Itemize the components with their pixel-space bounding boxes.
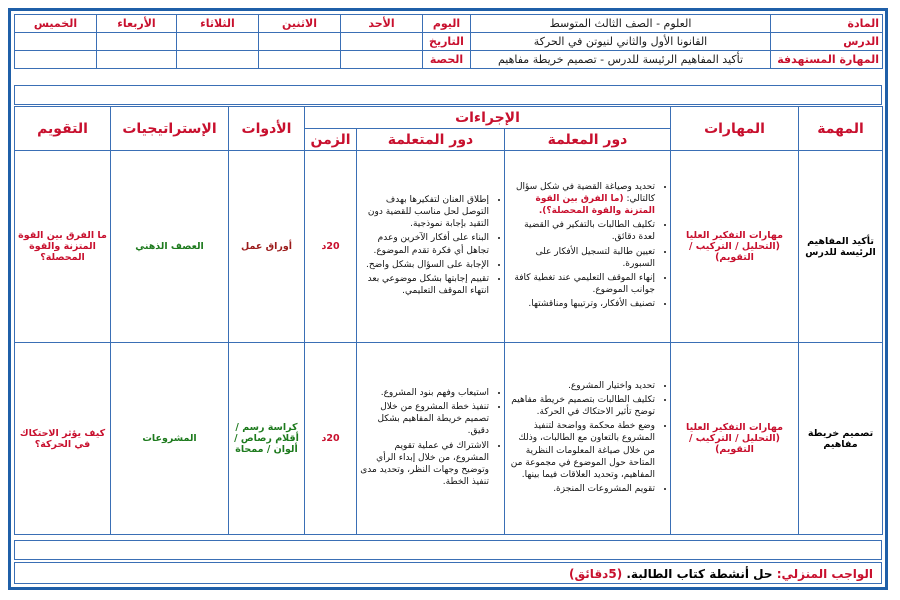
day-tuesday: الثلاثاء <box>177 15 259 33</box>
day-sunday: الأحد <box>341 15 423 33</box>
spacer-row <box>14 85 882 105</box>
col-teacher-role-header: دور المعلمة <box>505 129 671 151</box>
lesson-label: الدرس <box>771 33 883 51</box>
day-thursday: الخميس <box>15 15 97 33</box>
list-item: • استيعاب وفهم بنود المشروع. <box>360 387 489 399</box>
period-label: الحصة <box>423 51 471 69</box>
period-cell <box>177 51 259 69</box>
tools-cell: أوراق عمل <box>229 151 305 343</box>
task-cell: تأكيد المفاهيم الرئيسة للدرس <box>799 151 883 343</box>
lesson-plan-table <box>14 106 883 535</box>
date-cell <box>259 33 341 51</box>
evaluation-cell: ما الفرق بين القوة المتزنة والقوة المحصلة؟ <box>15 151 111 343</box>
spacer-row <box>14 540 882 560</box>
list-item: • تكليف الطالبات بتصميم خريطة مفاهيم توضح تأثير الاحتكاك في الحركة. <box>508 394 655 418</box>
teacher-role-cell <box>505 343 671 535</box>
skills-cell: مهارات التفكير العليا (التحليل / التركيب / التقويم) <box>671 151 799 343</box>
list-item: • تنفيذ خطة المشروع من خلال تصميم خريطة المفاهيم بشكل دقيق. <box>360 401 489 437</box>
skill-label: المهارة المستهدفة <box>771 51 883 69</box>
time-cell: 20د <box>305 151 357 343</box>
homework-duration: (5دقائق) <box>569 567 623 581</box>
date-label: التاريخ <box>423 33 471 51</box>
list-item: • تقويم المشروعات المنجزة. <box>508 483 655 495</box>
strategy-cell: المشروعات <box>111 343 229 535</box>
period-cell <box>97 51 177 69</box>
list-item: • البناء على أفكار الآخرين وعدم تجاهل أي فكرة تقدم الموضوع. <box>360 232 489 256</box>
lesson-value: القانونا الأول والثاني لنيوتن في الحركة <box>471 33 771 51</box>
teacher-role-cell <box>505 151 671 343</box>
skills-cell: مهارات التفكير العليا (التحليل / التركيب / التقويم) <box>671 343 799 535</box>
date-cell <box>97 33 177 51</box>
list-item: • تحديد واختيار المشروع. <box>508 380 655 392</box>
list-item: • إطلاق العنان لتفكيرها بهدف التوصل لحل مناسب للقضية دون التقيد بإجابة نموذجية. <box>360 194 489 230</box>
day-wednesday: الأربعاء <box>97 15 177 33</box>
homework-text: حل أنشطة كتاب الطالبة. <box>626 567 773 581</box>
list-item: • تصنيف الأفكار، وترتيبها ومناقشتها. <box>508 298 655 310</box>
list-item: • تكليف الطالبات بالتفكير في القضية لعدة دقائق. <box>508 219 655 243</box>
list-item: • إنهاء الموقف التعليمي عند تغطية كافة جوانب الموضوع. <box>508 272 655 296</box>
col-task-header: المهمة <box>799 107 883 151</box>
col-tools-header: الأدوات <box>229 107 305 151</box>
col-student-role-header: دور المتعلمة <box>357 129 505 151</box>
day-label: اليوم <box>423 15 471 33</box>
col-strategies-header: الإستراتيجيات <box>111 107 229 151</box>
period-cell <box>341 51 423 69</box>
lesson-header-table <box>14 14 883 69</box>
day-monday: الاثنين <box>259 15 341 33</box>
table-row <box>15 343 883 535</box>
subject-value: العلوم - الصف الثالث المتوسط <box>471 15 771 33</box>
student-role-cell <box>357 151 505 343</box>
list-item: • الاشتراك في عملية تقويم المشروع، من خلال إبداء الرأي وتوضيح وجهات النظر، وتحديد مدى تنفيذ الخطة. <box>360 440 489 489</box>
homework-label: الواجب المنزلي: <box>776 567 873 581</box>
date-cell <box>15 33 97 51</box>
student-role-cell <box>357 343 505 535</box>
evaluation-cell: كيف يؤثر الاحتكاك في الحركة؟ <box>15 343 111 535</box>
table-row <box>15 151 883 343</box>
homework-line <box>14 562 882 584</box>
col-evaluation-header: التقويم <box>15 107 111 151</box>
list-item <box>508 181 655 217</box>
subject-label: المادة <box>771 15 883 33</box>
task-cell: تصميم خريطة مفاهيم <box>799 343 883 535</box>
col-procedures-header: الإجراءات <box>305 107 671 129</box>
strategy-cell: العصف الذهني <box>111 151 229 343</box>
teacher-question: (ما الفرق بين القوة المتزنة والقوة المحصلة؟). <box>535 193 655 217</box>
list-item: • وضع خطة محكمة وواضحة لتنفيذ المشروع بالتعاون مع الطالبات، وذلك من خلال صياغة المعلومات النظرية المتاحة حول الموضوع في مجموعة من المفاهيم، وتحديد العلاقات فيما بينها. <box>508 420 655 481</box>
skill-value: تأكيد المفاهيم الرئيسة للدرس - تصميم خريطة مفاهيم <box>471 51 771 69</box>
col-time-header: الزمن <box>305 129 357 151</box>
date-cell <box>177 33 259 51</box>
list-item: • تعيين طالبة لتسجيل الأفكار على السبورة. <box>508 246 655 270</box>
period-cell <box>15 51 97 69</box>
tools-cell: كراسة رسم / أقلام رصاص / ألوان / ممحاة <box>229 343 305 535</box>
teacher-intro: تحديد وصياغة القضية في شكل سؤال كالتالي: <box>515 181 655 204</box>
period-cell <box>259 51 341 69</box>
time-cell: 20د <box>305 343 357 535</box>
col-skills-header: المهارات <box>671 107 799 151</box>
list-item: • تقييم إجابتها بشكل موضوعي بعد انتهاء الموقف التعليمي. <box>360 273 489 297</box>
list-item: • الإجابة على السؤال بشكل واضح. <box>360 259 489 271</box>
date-cell <box>341 33 423 51</box>
